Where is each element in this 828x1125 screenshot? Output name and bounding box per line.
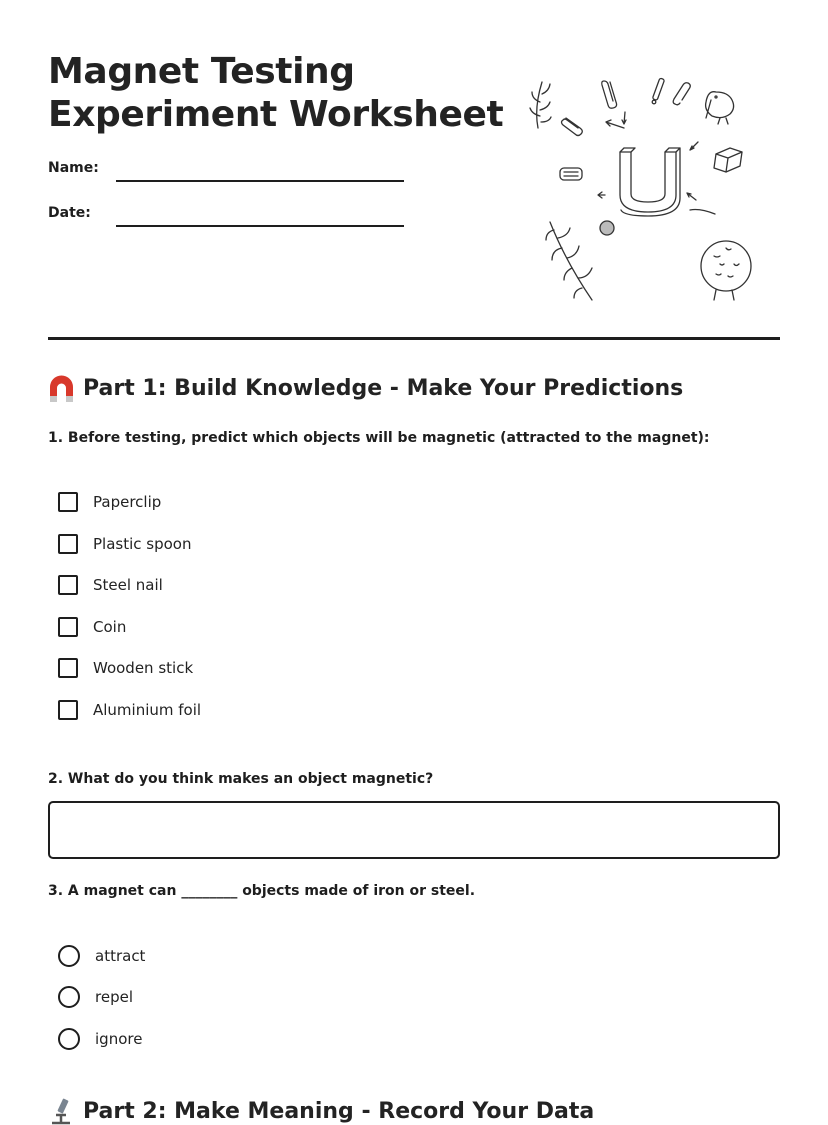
attraction-arrows [598,112,715,214]
checkbox[interactable] [58,658,78,678]
question-2: 2. What do you think makes an object magnetic? [48,771,434,787]
title-line-1: Magnet Testing [48,51,355,92]
checkbox-label: Wooden stick [93,659,194,677]
date-label: Date: [48,205,91,221]
radio-item[interactable] [58,1028,142,1050]
title-line-2: Experiment Worksheet [48,94,504,135]
paperclip-icon [673,83,690,105]
checkbox-label: Plastic spoon [93,535,192,553]
magnet-illustration [520,70,770,310]
checkbox-item[interactable] [58,492,161,512]
eraser-icon [560,168,582,180]
page-title [48,50,503,136]
name-label: Name: [48,160,99,176]
radio-button[interactable] [58,986,80,1008]
paperclip-icon [602,81,617,108]
checkbox-item[interactable] [58,575,163,595]
marble-icon [600,221,614,235]
checkbox[interactable] [58,617,78,637]
magnet-icon [48,374,75,402]
part2-heading-text: Part 2: Make Meaning - Record Your Data [83,1098,595,1124]
date-line[interactable] [116,225,404,227]
nail-icon [652,78,664,100]
checkbox-item[interactable] [58,658,193,678]
checkbox[interactable] [58,534,78,554]
checkbox-label: Paperclip [93,493,162,511]
radio-label: ignore [95,1030,143,1048]
checkbox-label: Steel nail [93,576,163,594]
part1-heading-text: Part 1: Build Knowledge - Make Your Predictions [83,375,684,401]
answer-text-box[interactable] [48,801,780,859]
question-1: 1. Before testing, predict which objects will be magnetic (attracted to the magnet): [48,430,710,446]
part1-heading [48,374,683,402]
checkbox-label: Aluminium foil [93,701,202,719]
radio-item[interactable] [58,986,133,1008]
cube-icon [714,148,742,172]
round-shrub-icon [701,241,751,300]
worksheet-header [48,50,503,136]
microscope-icon [48,1097,75,1125]
checkbox-item[interactable] [58,700,201,720]
checkbox-label: Coin [93,618,127,636]
kiwi-bird-icon [706,92,734,124]
leaf-branch-icon [546,222,592,300]
checkbox[interactable] [58,575,78,595]
checkbox[interactable] [58,492,78,512]
radio-button[interactable] [58,1028,80,1050]
radio-label: attract [95,947,146,965]
question-3: 3. A magnet can ________ objects made of iron or steel. [48,883,476,899]
checkbox-item[interactable] [58,534,191,554]
fern-icon [530,82,551,128]
radio-label: repel [95,988,133,1006]
checkbox-item[interactable] [58,617,126,637]
divider [48,337,780,340]
name-line[interactable] [116,180,404,182]
checkbox[interactable] [58,700,78,720]
paperclip-icon [562,118,583,136]
radio-button[interactable] [58,945,80,967]
part2-heading [48,1097,594,1125]
horseshoe-magnet-icon [620,148,680,216]
radio-item[interactable] [58,945,145,967]
